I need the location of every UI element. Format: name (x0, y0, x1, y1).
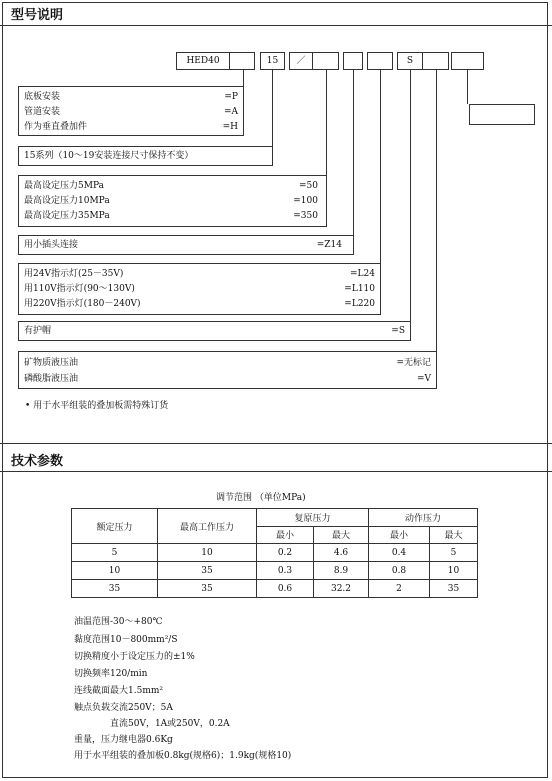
table-cell: 10 (158, 544, 257, 562)
option-label: 用24V指示灯(25－35V) (24, 269, 124, 279)
header-action-min: 最小 (369, 526, 430, 544)
tech-title-text: 技术参数 (11, 454, 64, 469)
table-row (72, 562, 478, 580)
spec-oil-temp: 油温范围-30～+80℃ (74, 617, 163, 627)
option-box-connector (18, 235, 354, 255)
option-code: =Z14 (316, 240, 342, 250)
section-title-model (0, 0, 552, 26)
connector-line (243, 70, 244, 87)
option-box-series (18, 146, 273, 166)
header-reset: 复原压力 (257, 509, 369, 527)
connector-line (272, 70, 273, 146)
option-row (24, 209, 321, 223)
option-code: =100 (293, 196, 318, 206)
header-action-max: 最大 (430, 526, 478, 544)
option-label: 管道安装 (24, 107, 61, 117)
table-cell: 0.8 (369, 562, 430, 580)
table-cell: 0.3 (257, 562, 314, 580)
table-cell: 10 (430, 562, 478, 580)
option-code: =无标记 (396, 358, 431, 368)
model-cell-0: HED40 (176, 52, 230, 70)
option-row (24, 356, 431, 370)
option-label: 最高设定压力35MPa (24, 211, 110, 221)
table-cell: 10 (72, 562, 158, 580)
option-box-cap (18, 321, 411, 341)
model-cell-9 (451, 52, 484, 70)
connector-line (326, 70, 327, 175)
section-divider (0, 443, 552, 444)
option-code: =L110 (344, 284, 375, 294)
option-row (24, 372, 431, 386)
table-cell: 35 (72, 580, 158, 598)
spec-viscosity: 黏度范围10－800mm²/S (74, 635, 178, 645)
table-cell: 2 (369, 580, 430, 598)
extra-option-box (469, 104, 535, 125)
model-title-text: 型号说明 (11, 8, 64, 23)
option-row (24, 238, 348, 252)
header-rated: 额定压力 (72, 509, 158, 544)
option-row (24, 149, 267, 163)
header-reset-max: 最大 (314, 526, 369, 544)
model-note-text: 用于水平组装的叠加板需特殊订货 (33, 401, 169, 411)
model-cell-7: S (397, 52, 423, 70)
spec-plate-weight: 用于水平组装的叠加板0.8kg(规格6)；1.9kg(规格10) (74, 751, 292, 761)
table-caption: 调节范围 （单位MPa) (216, 493, 306, 503)
option-label: 用220V指示灯(180－240V) (24, 299, 141, 309)
option-label: 最高设定压力5MPa (24, 181, 104, 191)
option-label: 底板安装 (24, 92, 61, 102)
spec-contact-dc: 直流50V，1A或250V，0.2A (110, 719, 230, 729)
option-row (24, 90, 238, 104)
model-cell-2: 15 (260, 52, 285, 70)
model-cell-1 (230, 52, 255, 70)
option-row (24, 324, 405, 338)
option-label: 15系列（10～19安装连接尺寸保持不变） (24, 151, 194, 161)
option-code: =V (416, 374, 431, 384)
table-cell: 35 (430, 580, 478, 598)
option-row (24, 179, 321, 193)
table-cell: 5 (430, 544, 478, 562)
spec-contact-ac: 触点负载交流250V；5A (74, 703, 173, 713)
option-code: =L220 (344, 299, 375, 309)
option-code: =S (391, 326, 405, 336)
option-label: 有护帽 (24, 326, 52, 336)
model-cell-3: ／ (289, 52, 313, 70)
option-code: =A (223, 107, 238, 117)
table-header-row (72, 509, 478, 527)
table-cell: 35 (158, 580, 257, 598)
option-label: 用110V指示灯(90～130V) (24, 284, 135, 294)
section-title-tech (0, 446, 552, 472)
option-box-mounting (18, 86, 244, 136)
table-row (72, 544, 478, 562)
header-max-working: 最高工作压力 (158, 509, 257, 544)
model-note (25, 398, 168, 411)
table-cell: 0.6 (257, 580, 314, 598)
params-table (71, 508, 478, 598)
option-row (24, 297, 375, 311)
option-box-fluid (18, 351, 437, 389)
table-cell: 4.6 (314, 544, 369, 562)
table-cell: 0.4 (369, 544, 430, 562)
model-cell-4 (313, 52, 339, 70)
connector-line (410, 70, 411, 321)
table-cell: 8.9 (314, 562, 369, 580)
connector-line (380, 70, 381, 263)
table-cell: 32.2 (314, 580, 369, 598)
option-label: 矿物质液压油 (24, 358, 79, 368)
spec-weight: 重量，压力继电器0.6Kg (74, 735, 173, 745)
option-row (24, 105, 238, 119)
option-row (24, 267, 375, 281)
spec-wire-section: 连线截面最大1.5mm² (74, 686, 163, 696)
option-box-indicator (18, 263, 381, 315)
option-label: 磷酸脂液压油 (24, 374, 79, 384)
option-code: =50 (299, 181, 318, 191)
connector-line (467, 70, 468, 104)
option-code: =350 (293, 211, 318, 221)
option-code: =P (224, 92, 238, 102)
header-action: 动作压力 (369, 509, 478, 527)
connector-line (436, 70, 437, 351)
spec-frequency: 切换频率120/min (74, 669, 148, 679)
model-cell-8 (423, 52, 449, 70)
model-cell-6 (367, 52, 393, 70)
table-cell: 5 (72, 544, 158, 562)
model-cell-5 (343, 52, 363, 70)
option-row (24, 282, 375, 296)
spec-accuracy: 切换精度小于设定压力的±1% (74, 652, 195, 662)
bullet-icon: • (25, 401, 31, 411)
table-row (72, 580, 478, 598)
option-row (24, 120, 238, 134)
table-cell: 0.2 (257, 544, 314, 562)
option-box-pressure (18, 175, 327, 227)
option-label: 用小插头连接 (24, 240, 79, 250)
option-code: =L24 (350, 269, 375, 279)
option-label: 作为垂直叠加件 (24, 122, 88, 132)
connector-line (353, 70, 354, 235)
header-reset-min: 最小 (257, 526, 314, 544)
option-code: =H (222, 122, 238, 132)
option-row (24, 194, 321, 208)
table-cell: 35 (158, 562, 257, 580)
option-label: 最高设定压力10MPa (24, 196, 110, 206)
